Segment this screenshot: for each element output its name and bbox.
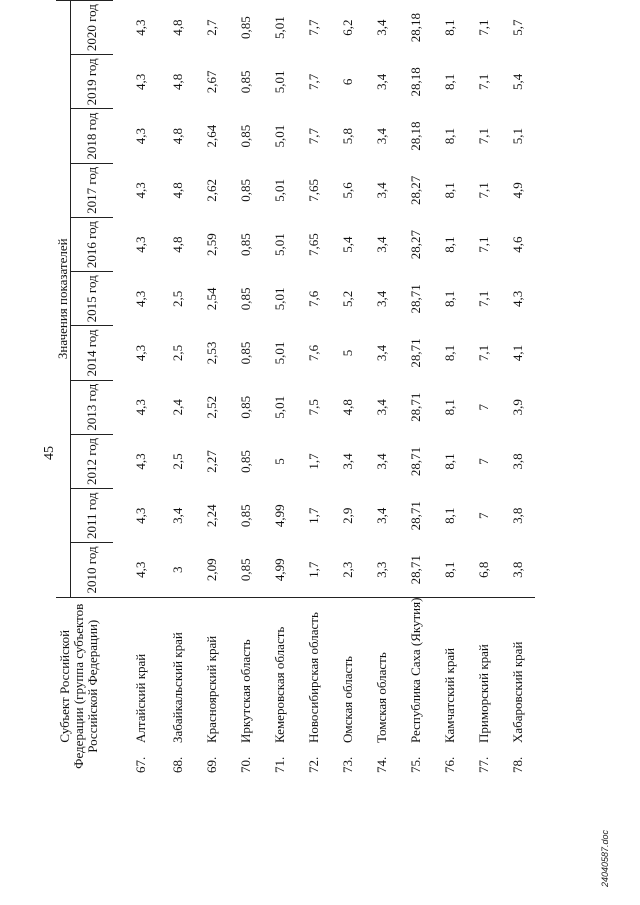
table-body (113, 1, 535, 776)
value-cell: 5,01 (272, 341, 287, 365)
value-cell: 4,6 (510, 236, 525, 253)
value-cell: 4,3 (133, 507, 148, 524)
value-cell: 3,4 (374, 127, 389, 145)
row-number: 75. (408, 756, 423, 773)
subject-cell (399, 597, 433, 775)
value-cell: 2,67 (204, 70, 219, 94)
table-row (433, 1, 467, 776)
value-cell: 3,3 (374, 561, 389, 578)
value-cell: 7 (476, 458, 491, 465)
row-number: 73. (340, 756, 355, 773)
value-cell: 2,7 (204, 19, 219, 36)
value-cell: 6,2 (340, 19, 355, 36)
value-cell: 2,54 (204, 287, 219, 311)
table-row (365, 1, 399, 776)
value-cell: 4,99 (272, 558, 287, 582)
table-row (229, 1, 263, 776)
value-cell: 4,8 (170, 127, 185, 145)
value-cell: 8,1 (442, 561, 457, 578)
value-cell: 5,01 (272, 395, 287, 419)
value-cell: 5,01 (272, 233, 287, 256)
value-cell: 4,3 (133, 561, 148, 578)
value-cell: 8,1 (442, 236, 457, 253)
value-cell: 28,18 (408, 13, 423, 43)
year-header: 2015 год (71, 272, 114, 326)
subject-name: Республика Саха (Якутия) (408, 597, 423, 743)
row-number: 69. (204, 756, 219, 773)
subject-cell (501, 597, 535, 775)
year-header: 2018 год (71, 109, 114, 163)
value-cell: 4,3 (133, 236, 148, 253)
year-header: 2020 год (71, 1, 114, 55)
row-number: 76. (442, 756, 457, 773)
value-cell: 28,71 (408, 501, 423, 531)
value-cell: 3,4 (374, 19, 389, 36)
value-cell: 0,85 (238, 558, 253, 582)
value-cell: 7,5 (306, 399, 321, 416)
value-cell: 3,8 (510, 507, 525, 524)
subject-cell (113, 597, 161, 775)
value-cell: 5,7 (510, 19, 525, 36)
value-cell: 2,62 (204, 178, 219, 202)
value-cell: 0,85 (238, 70, 253, 94)
value-cell: 0,85 (238, 16, 253, 39)
value-cell: 7,65 (306, 233, 321, 256)
value-cell: 6,8 (476, 561, 491, 578)
value-cell: 3,4 (340, 453, 355, 470)
value-cell: 2,9 (340, 507, 355, 524)
value-cell: 3,8 (510, 453, 525, 470)
value-cell: 5,01 (272, 124, 287, 148)
value-cell: 7 (476, 512, 491, 519)
value-cell: 4,3 (133, 399, 148, 416)
value-cell: 7,1 (476, 290, 491, 307)
row-number: 70. (238, 756, 253, 773)
table-header (56, 1, 113, 776)
value-cell: 7,1 (476, 19, 491, 36)
value-cell: 4,3 (133, 127, 148, 145)
value-cell: 3,4 (374, 344, 389, 362)
subject-name: Приморский край (476, 644, 491, 743)
value-cell: 2,5 (170, 344, 185, 362)
subject-name: Кемеровская область (272, 626, 287, 743)
value-cell: 4,99 (272, 504, 287, 528)
value-cell: 3,8 (510, 561, 525, 578)
value-cell: 5,01 (272, 70, 287, 94)
value-cell: 5,4 (510, 73, 525, 90)
indicators-table (56, 0, 535, 775)
year-header: 2013 год (71, 380, 114, 434)
value-cell: 28,71 (408, 284, 423, 314)
subject-cell (161, 597, 195, 775)
value-cell: 28,71 (408, 338, 423, 368)
subject-name: Томская область (374, 652, 389, 743)
value-cell: 4,8 (170, 19, 185, 36)
value-cell: 7,1 (476, 344, 491, 362)
subject-name: Новосибирская область (306, 612, 321, 743)
value-cell: 3,4 (374, 453, 389, 470)
value-cell: 28,18 (408, 67, 423, 97)
value-cell: 28,27 (408, 175, 423, 205)
table-row (331, 1, 365, 776)
subject-cell (365, 597, 399, 775)
value-cell: 5,01 (272, 16, 287, 39)
year-header: 2010 год (71, 543, 114, 597)
value-cell: 7,1 (476, 73, 491, 90)
year-header: 2019 год (71, 55, 114, 109)
subject-name: Алтайский край (133, 653, 148, 743)
value-cell: 3,4 (374, 236, 389, 253)
value-cell: 28,71 (408, 392, 423, 422)
value-cell: 2,24 (204, 504, 219, 528)
value-cell: 2,27 (204, 450, 219, 473)
value-cell: 1,7 (306, 453, 321, 470)
value-cell: 28,71 (408, 446, 423, 477)
row-number: 67. (133, 756, 148, 773)
subject-name: Камчатский край (442, 647, 457, 743)
table-row (195, 1, 229, 776)
value-cell: 5 (272, 458, 287, 465)
row-number: 71. (272, 756, 287, 773)
subject-cell (297, 597, 331, 775)
value-cell: 7,65 (306, 178, 321, 202)
value-cell: 3 (170, 566, 185, 573)
subject-name: Забайкальский край (170, 632, 185, 743)
value-cell: 4,8 (170, 236, 185, 253)
value-cell: 8,1 (442, 344, 457, 362)
value-cell: 0,85 (238, 450, 253, 473)
value-cell: 28,18 (408, 121, 423, 151)
value-cell: 8,1 (442, 399, 457, 416)
value-cell: 8,1 (442, 182, 457, 199)
value-cell: 0,85 (238, 504, 253, 528)
value-cell: 2,3 (340, 561, 355, 578)
value-cell: 7,1 (476, 182, 491, 199)
value-cell: 8,1 (442, 19, 457, 36)
value-cell: 5,01 (272, 178, 287, 202)
value-cell: 3,4 (170, 507, 185, 524)
value-cell: 0,85 (238, 233, 253, 256)
page-number: 45 (42, 446, 57, 460)
table-row (263, 1, 297, 776)
value-cell: 8,1 (442, 507, 457, 524)
value-cell: 5,8 (340, 127, 355, 145)
value-cell: 3,4 (374, 507, 389, 524)
value-cell: 0,85 (238, 124, 253, 148)
row-number: 72. (306, 756, 321, 773)
subject-cell (195, 597, 229, 775)
year-header: 2017 год (71, 163, 114, 217)
value-cell: 2,5 (170, 453, 185, 470)
value-cell: 28,27 (408, 229, 423, 260)
table-row (297, 1, 331, 776)
value-cell: 8,1 (442, 453, 457, 470)
table-row (501, 1, 535, 776)
value-cell: 5,4 (340, 236, 355, 253)
row-number: 74. (374, 756, 389, 773)
value-cell: 4,3 (133, 290, 148, 307)
value-cell: 4,3 (133, 182, 148, 199)
value-cell: 3,4 (374, 73, 389, 90)
value-cell: 4,3 (133, 19, 148, 36)
indicators-group-header: Значения показателей (56, 1, 71, 598)
table-row (399, 1, 433, 776)
value-cell: 4,8 (170, 182, 185, 199)
value-cell: 7,6 (306, 290, 321, 307)
value-cell: 5 (340, 349, 355, 357)
value-cell: 4,1 (510, 344, 525, 362)
table-row (113, 1, 161, 776)
value-cell: 3,4 (374, 290, 389, 307)
year-header: 2012 год (71, 434, 114, 488)
value-cell: 2,5 (170, 290, 185, 307)
value-cell: 0,85 (238, 178, 253, 202)
subject-name: Омская область (340, 656, 355, 743)
table-row (161, 1, 195, 776)
value-cell: 4,8 (340, 399, 355, 416)
value-cell: 2,52 (204, 395, 219, 419)
value-cell: 4,9 (510, 182, 525, 199)
value-cell: 2,4 (170, 399, 185, 416)
year-header: 2014 год (71, 326, 114, 380)
value-cell: 7,7 (306, 127, 321, 145)
value-cell: 4,3 (133, 344, 148, 362)
subject-cell (433, 597, 467, 775)
subject-name: Красноярский край (204, 635, 219, 743)
value-cell: 6 (340, 78, 355, 86)
value-cell: 28,71 (408, 555, 423, 585)
value-cell: 3,9 (510, 399, 525, 416)
value-cell: 4,3 (133, 453, 148, 470)
value-cell: 7,6 (306, 344, 321, 362)
value-cell: 3,4 (374, 182, 389, 199)
table-row (467, 1, 501, 776)
value-cell: 7,1 (476, 236, 491, 253)
value-cell: 7,7 (306, 19, 321, 36)
value-cell: 5,1 (510, 127, 525, 145)
value-cell: 2,59 (204, 233, 219, 256)
subject-cell (331, 597, 365, 775)
year-header: 2016 год (71, 217, 114, 271)
year-header: 2011 год (71, 489, 114, 543)
row-number: 78. (510, 756, 525, 773)
value-cell: 4,3 (510, 290, 525, 307)
subject-name: Хабаровский край (510, 641, 525, 743)
value-cell: 5,01 (272, 287, 287, 311)
value-cell: 3,4 (374, 399, 389, 416)
value-cell: 5,2 (340, 290, 355, 307)
row-number: 77. (476, 756, 491, 773)
value-cell: 4,8 (170, 73, 185, 90)
document-code: 24040587.doc (600, 829, 610, 887)
subject-cell (467, 597, 501, 775)
value-cell: 5,6 (340, 182, 355, 199)
row-number: 68. (170, 756, 185, 773)
value-cell: 0,85 (238, 395, 253, 419)
value-cell: 2,64 (204, 124, 219, 148)
value-cell: 7,7 (306, 73, 321, 90)
subject-cell (229, 597, 263, 775)
value-cell: 7 (476, 404, 491, 411)
value-cell: 8,1 (442, 127, 457, 145)
value-cell: 1,7 (306, 507, 321, 524)
value-cell: 2,53 (204, 341, 219, 365)
subject-cell (263, 597, 297, 775)
value-cell: 4,3 (133, 73, 148, 90)
value-cell: 0,85 (238, 341, 253, 365)
value-cell: 2,09 (204, 558, 219, 582)
value-cell: 7,1 (476, 127, 491, 145)
value-cell: 1,7 (306, 561, 321, 578)
value-cell: 0,85 (238, 287, 253, 311)
subject-name: Иркутская область (238, 639, 253, 743)
value-cell: 8,1 (442, 73, 457, 90)
subject-column-header: Субъект Российской Федерации (группа субъектов Российской Федерации) (56, 597, 113, 775)
value-cell: 8,1 (442, 290, 457, 307)
